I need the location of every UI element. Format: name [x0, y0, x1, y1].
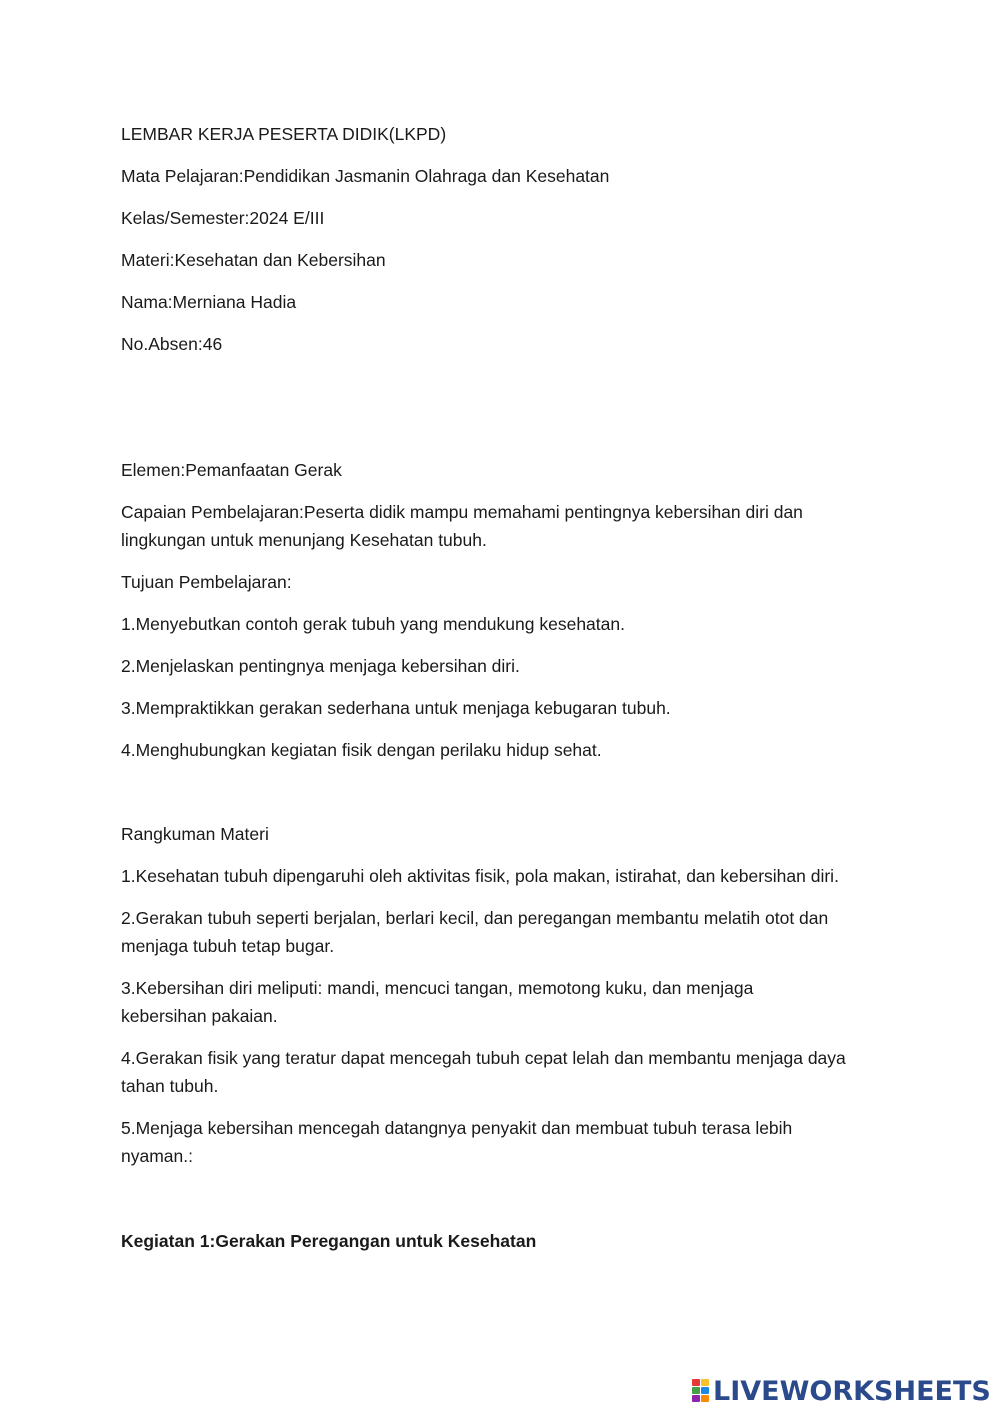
element-line: Elemen:Pemanfaatan Gerak: [121, 460, 342, 480]
objectives-heading: Tujuan Pembelajaran:: [121, 572, 292, 592]
student-name-line: Nama:Merniana Hadia: [121, 292, 297, 312]
logo-text: LIVEWORKSHEETS: [713, 1375, 991, 1407]
summary-heading: Rangkuman Materi: [121, 824, 269, 844]
objective-item: 3.Mempraktikkan gerakan sederhana untuk menjaga kebugaran tubuh.: [121, 698, 671, 718]
summary-item: 4.Gerakan fisik yang teratur dapat mencegah tubuh cepat lelah dan membantu menjaga daya tahan tubuh.: [121, 1048, 846, 1096]
summary-item: 2.Gerakan tubuh seperti berjalan, berlari kecil, dan peregangan membantu melatih otot dan menjaga tubuh tetap bugar.: [121, 908, 829, 956]
objective-item: 4.Menghubungkan kegiatan fisik dengan perilaku hidup sehat.: [121, 740, 602, 760]
topic-line: Materi:Kesehatan dan Kebersihan: [121, 250, 386, 270]
activity-title: Kegiatan 1:Gerakan Peregangan untuk Kesehatan: [121, 1231, 537, 1251]
summary-item: 1.Kesehatan tubuh dipengaruhi oleh aktivitas fisik, pola makan, istirahat, dan kebersihan diri.: [121, 866, 839, 886]
liveworksheets-logo: [692, 1374, 991, 1408]
objective-item: 2.Menjelaskan pentingnya menjaga kebersihan diri.: [121, 656, 520, 676]
roll-number-line: No.Absen:46: [121, 334, 223, 354]
summary-item: 5.Menjaga kebersihan mencegah datangnya penyakit dan membuat tubuh terasa lebih nyaman.:: [121, 1118, 793, 1166]
objective-item: 1.Menyebutkan contoh gerak tubuh yang mendukung kesehatan.: [121, 614, 625, 634]
summary-item: 3.Kebersihan diri meliputi: mandi, mencuci tangan, memotong kuku, dan menjaga kebersihan pakaian.: [121, 978, 754, 1026]
document-title: LEMBAR KERJA PESERTA DIDIK(LKPD): [121, 124, 447, 144]
class-semester-line: Kelas/Semester:2024 E/III: [121, 208, 325, 228]
liveworksheets-logo-icon: [692, 1379, 710, 1403]
learning-outcome: Capaian Pembelajaran:Peserta didik mampu memahami pentingnya kebersihan diri dan lingkungan untuk menunjang Kesehatan tubuh.: [121, 502, 803, 550]
subject-line: Mata Pelajaran:Pendidikan Jasmanin Olahraga dan Kesehatan: [121, 166, 610, 186]
